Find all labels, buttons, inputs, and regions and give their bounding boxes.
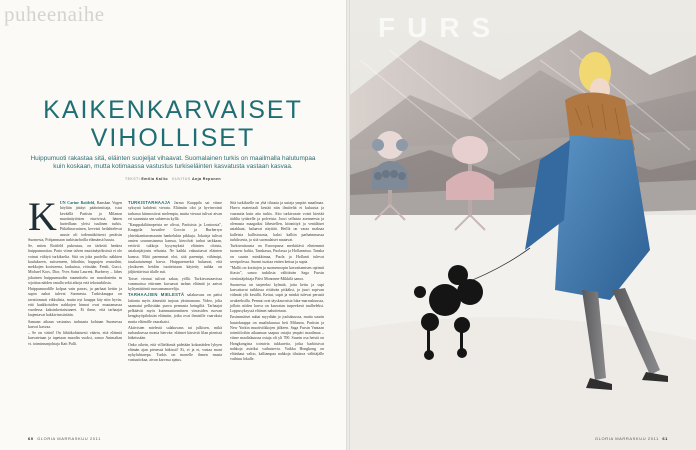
folio-right [595,436,668,441]
lede: Huippumuoti rakastaa sitä, eläinten suojeljat vihaavat. Suomalainen turkis on maailmalla halutumpaa kuin koskaan, mutta kotimaassa vastustus turkiseläinten kasvatusta vastaan kasvaa. [30,155,316,171]
credits-text-label: TEKSTI [125,177,141,181]
body-text: Jarmo Kauppila sai viime syksynä kahdesti vierata. Eläimiin olot ja hyvinvointi tarhassa kiinnostivat molempia, mutta vieraat tulivat aivan eri suunnista sen suhteesta kyllä. [128,200,223,221]
paragraph: Aktivisien mielestä salakuvaus tai julkisen, mikä turhauksessa monia hierväa: eläimet kärsivät lilan pienissä häkeissään. [128,324,222,341]
column-1 [28,194,123,347]
credits-illus-name: Anja Reponen [192,177,221,181]
left-page [0,0,346,450]
folio-text: GLORIA MARRASKUU 2011 [37,436,101,441]
credits [0,177,346,181]
fashion-illustration [350,0,696,450]
column-3 [230,200,324,363]
subhead: TARHAAJIEN MIELESTÄ [128,292,185,298]
credits-text-name: Emilia Kallio [141,177,168,181]
subhead: TURKISTARHAAJA [128,200,171,205]
credits-illus-label: KUVITUS [172,177,191,181]
body-text: Ranskan Vogen höyläin jättäyt päätoimittaja, istui keväällä Pariisin ja Milanon muotinäytösten eturivissä, hänen harteillaan yleisi tuulinen turkis. Pitkälinavarinen, keveisti heilahtelevat asuste oli todennäköisesti peräisin Suomesta, Pohjanmaan turkistarhoilla elämänsä luusta. [28,200,123,242]
headline-line-1: KAIKENKARVAISET [43,96,303,124]
paragraph [128,292,222,324]
paragraph: Onko oikein, että villieläimiä pidetään kokonäiden lyhyen elämän ajan pienessä häkissä? Ei, ei ja ei, vastaa moni nykyluhtarepa. Turkis on monelle ihmen musta vastuutirkaa, aivan karvasa ajatus. [128,341,222,363]
paragraph: Samaan aikaan vastustus tarhausta kohtaan Suomessa kasvoi kasvaa. [28,318,122,329]
folio-text: GLORIA MARRASKUU 2011 [595,436,659,441]
paragraph: Toiset vieraat tulivat sakaa, yöllä. Turkisvastaavissa vammoissa ettirmen kuvaavat tarhan eläimiä ja aaivat kyltymättöntä ruuvasmanavelija. [128,275,222,291]
paragraph: "Kauppakiläinopeista ne olivat, Pariisista ja Lontoosta", Kauppila kuvailee Goccin ja Burberryn yhteiskanttaromaanin hankelukin pikkuja. Jokaisja tulivat omien sourunsiannsa kanssa, kierolvät tarhat tarkkaan, eettiviä tukkoja kysymyksiä eläinten oloista, asiakasjärjostu rehuista. Ne kaikki vakuuttavat eläinten kanssa. Mitä paremmat olot, sitä paremipi, vähimipi, tasalaatuisempi karva. Huippuemerkit haluavat, että yksikseen heidän tuotteistaan käytetty nahka on jäljitettävissä tilalle asti. [128,222,222,275]
section-tag: puheenaihe [4,2,105,26]
paragraph: "Mollii on korttojen ja suomenoopin kasvattamisen optimii fiiasto", sanoo turkiksia välittävän Saga Fursin viestintäjohtaja Päivi Mononen-Mikkilä sanoo. [230,265,324,281]
paragraph [28,194,123,242]
paragraph: Suomessa on tarpeeksi kylmää, jotta kettu ja supi kasvattavat tuikkissa riittävän pitkäksi, ja juuri sopivan vähmät ylit kesällä. Kettut, supit ja minkit tulevat perustä avukeeksilla. Pennut ovat täyskasvuisia loka-marraskuussa, jolloin niiden karva on kauvatan turpeekesä tuulheleksi. Loppusyksyssä eläimet nahoitetaan. [230,281,324,313]
page-number: 61 [662,436,668,441]
paragraph [128,200,222,221]
column-2 [128,200,222,364]
body-text: salakuvaus on paitsi laitonta myös äänestää tarjoaa yksinomaan. Video, jolta saamatui pelkistään purva pennusta heingiltä. Tarhaajat pelkäävät myös kuinmuntormiinen vierasiden ruovan kengäsyöpiloksiin eläimiin, jotka ovat ihmisille vaaroksia mutta eläimille vaarakatsi. [128,292,223,324]
page-number: 60 [28,436,34,441]
paragraph: Sitä turkikselle on yhä tilausta ja uutaja ympäri maailmaa. Harva materiaali kestää niin ilmiöeltä ei kuluusta ja vaarautta kuin aito turkis. Aito turkisvaate voisit kiertää äidilta tyttärelle ja polveista. Joori sellaista asenneesta ja olemasta maagaiksi lähestellen, kiinnittyä ja venäläiset asiakkaat, haluavat näyttää. Heillä on varaa maksaa kalleista kallistruosta, kaksi kalliin parhaimmassa turkiksesta, ja siiä suomalaiset nautavat. [230,200,324,242]
headline-line-2: VIHOLLISET [90,124,256,152]
paragraph: Se, miten Roitfeld pukeutuu, on tärkeää henkea huippumuotiaa. Pario viime talven muotinäytöksissä ei ole voinut välttyä turkikselta. Sitä on joka puolella: näkkien kaulukseen, suitsemeen, hihoihin, huppujen reunoihin, mekkojen koristeena, laukuissa, vöissään. Fendi, Gucci, Michael Kors, Dior, Yves Saint Laurent, Burberry – lähes jokainen huippumuodin suunnittelu on muodostettu m sijoittaa näiden omalla sekä aikoja eriä tekoturkiksia. [28,243,122,285]
paragraph: Ensimmäiset nahat myydään jo joulukuussa, mutta suurin huutokauppa on maaliskuussa heti Milanon, Pariisin ja New Yorkin muotiviikkojen jälkeen. Saga Fursin Vantaan toimitiloihin aikaansaa saapuu ostajia ympäri maailmaa – viime maaliskuussa ostaja oli yli 700. Suurin osa heistä on Hongkongista toimivia tukkureita, jotka harkitsivat nahkoja asteiksi vaihatsevia. Vaikka Hongkong on eläinhaut valtio, kalliampaa nahkoja tilattava välittäjälle vaihtuu lokalle. [230,314,324,362]
drop-cap: K [28,194,57,239]
furs-art-title: FURS [378,12,503,43]
paragraph: Huippumuodille kolpaa vain parras, ja parhaat kettin ja supin nahat tulevat Suomesta. Turkiskauppa on tavattomasti eikkulista, mutta nyt kauppa käy niin hyvin, että kaakkoisiden nahkojen hinnat ovat muutamassa vuodessa kaksinkertaistuneet. Ei ihme, että tarhaajat laajentavat hakkivirnsiirtään. [28,286,122,318]
paragraph: Turkiseuttausta on Euroopassa merkittävä eliniemmä tuomen: baltia, Tanskassa, Puolassa ja Hollannissa. Tanska on suurin minkkimaa, Puola ja Hollanti tulevat seeripolessa. Suomi tuottaa eniten kettua ja supia. [230,243,324,264]
lead-in: UN Carine Roitfeld, [59,200,96,205]
folio-left [28,436,101,441]
paragraph: – Se on väärä! On lähtökohtaisesti väärin, että eläimiä kasvatetaan ja tapetaan muodin vuoksi, sanoo Animalian vt. toiminnanjohtaja Kati Pulli. [28,330,122,346]
right-page [350,0,696,450]
